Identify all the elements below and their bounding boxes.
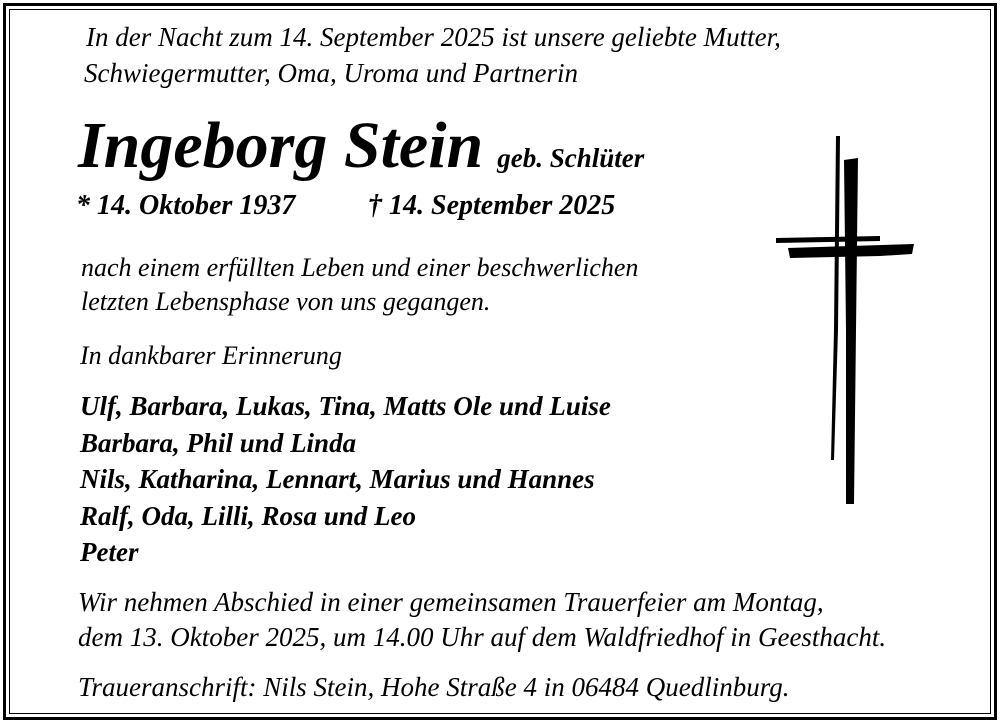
birth-date: * 14. Oktober 1937 <box>76 190 296 221</box>
name-row <box>78 108 644 184</box>
intro-line-1: In der Nacht zum 14. September 2025 ist unsere geliebte Mutter, <box>86 22 781 52</box>
birth-name: geb. Schlüter <box>497 143 645 173</box>
death-date: † 14. September 2025 <box>368 190 616 221</box>
mourner-line-3: Nils, Katharina, Lennart, Marius und Hannes <box>80 464 595 494</box>
mourner-line-2: Barbara, Phil und Linda <box>80 428 357 458</box>
deceased-name: Ingeborg Stein <box>78 109 484 182</box>
message-line-1: nach einem erfüllten Leben und einer beschwerlichen <box>81 253 639 282</box>
mourning-address: Traueranschrift: Nils Stein, Hohe Straße 4 in 06484 Quedlinburg. <box>78 672 790 702</box>
mourner-line-1: Ulf, Barbara, Lukas, Tina, Matts Ole und Luise <box>80 391 611 421</box>
message-line-2: letzten Lebensphase von uns gegangen. <box>81 287 491 316</box>
ceremony-line-2: dem 13. Oktober 2025, um 14.00 Uhr auf dem Waldfriedhof in Geesthacht. <box>78 622 887 652</box>
remembrance-line: In dankbarer Erinnerung <box>80 341 342 370</box>
ceremony-line-1: Wir nehmen Abschied in einer gemeinsamen Trauerfeier am Montag, <box>78 587 824 617</box>
mourner-line-4: Ralf, Oda, Lilli, Rosa und Leo <box>80 501 417 531</box>
mourner-line-5: Peter <box>80 537 139 567</box>
cross-icon <box>770 130 920 510</box>
intro-line-2: Schwiegermutter, Oma, Uroma und Partnerin <box>84 58 578 88</box>
